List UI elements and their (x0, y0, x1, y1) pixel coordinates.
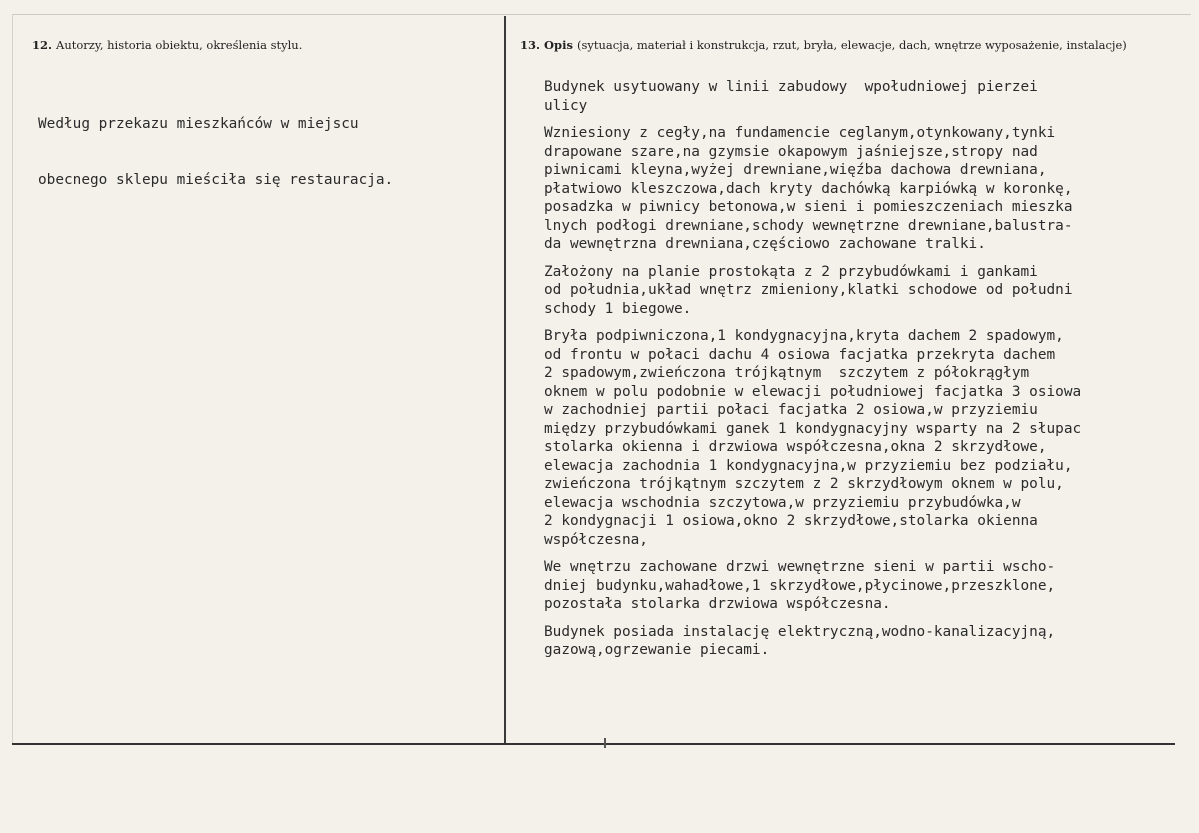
section-13-line: da wewnętrzna drewniana,częściowo zachowane tralki. (544, 236, 986, 252)
section-13-line: posadzka w piwnicy betonowa,w sieni i pomieszczeniach mieszka (544, 199, 1073, 215)
section-13-line: stolarka okienna i drzwiowa współczesna,okna 2 skrzydłowe, (544, 439, 1047, 455)
section-13-line: od południa,układ wnętrz zmieniony,klatki schodowe od południ (544, 282, 1073, 298)
section-13-number: 13. (520, 38, 541, 52)
section-13-body (544, 78, 1081, 669)
section-13-line: współczesna, (544, 531, 648, 548)
section-13-line: między przybudówkami ganek 1 kondygnacyjny wsparty na 2 słupac (544, 420, 1082, 437)
top-border (12, 14, 1191, 15)
section-13-line: Założony na planie prostokąta z 2 przybudówkami i gankami (544, 263, 1038, 280)
divider-tick-mark (604, 738, 606, 748)
section-13-line: zwieńczona trójkątnym szczytem z 2 skrzydłowym oknem w polu, (544, 476, 1064, 492)
section-13-paragraph (544, 623, 1081, 660)
section-13-line: gazową,ogrzewanie piecami. (544, 642, 770, 658)
column-divider (504, 16, 506, 744)
section-13-header (520, 38, 1127, 52)
section-13-line: pozostała stolarka drzwiowa współczesna. (544, 596, 891, 612)
section-13-line: płatwiowo kleszczowa,dach kryty dachówką karpiówką w koronkę, (544, 180, 1073, 197)
section-13-line: schody 1 biegowe. (544, 300, 692, 317)
section-13-line: elewacja zachodnia 1 kondygnacyjna,w przyziemiu bez podziału, (544, 457, 1073, 474)
section-13-paragraph (544, 78, 1081, 115)
section-13-line: elewacja wschodnia szczytowa,w przyziemiu przybudówka,w (544, 494, 1021, 511)
section-13-title-bold: Opis (544, 38, 573, 52)
section-13-line: drapowane szare,na gzymsie okapowym jaśniejsze,stropy nad (544, 143, 1038, 160)
section-12-line: Według przekazu mieszkańców w miejscu (38, 116, 359, 132)
section-13-line: od frontu w połaci dachu 4 osiowa facjatka przekryta dachem (544, 346, 1056, 363)
section-13-line: ulicy (544, 97, 588, 114)
section-13-line: Bryła podpiwniczona,1 kondygnacyjna,kryta dachem 2 spadowym, (544, 328, 1064, 344)
section-13-line: lnych podłogi drewniane,schody wewnętrzne drewniane,balustra- (544, 217, 1073, 234)
section-13-line: We wnętrzu zachowane drzwi wewnętrzne sieni w partii wscho- (544, 559, 1056, 575)
left-border (12, 14, 13, 744)
section-12-body (38, 78, 393, 226)
section-13-line: Budynek usytuowany w linii zabudowy wpołudniowej pierzei (544, 79, 1038, 95)
bottom-rule (12, 743, 1175, 745)
section-12-number: 12. (32, 38, 53, 52)
section-13-paragraph (544, 327, 1081, 549)
section-13-paragraph (544, 263, 1081, 319)
section-13-title-rest: (sytuacja, materiał i konstrukcja, rzut, bryła, elewacje, dach, wnętrze wyposażenie, instalacje) (576, 38, 1127, 52)
section-13-line: oknem w polu podobnie w elewacji południowej facjatka 3 osiowa (544, 383, 1082, 400)
section-13-line: 2 kondygnacji 1 osiowa,okno 2 skrzydłowe,stolarka okienna (544, 513, 1038, 529)
section-12-line: obecnego sklepu mieściła się restauracja. (38, 171, 394, 188)
section-12-title: Autorzy, historia obiektu, określenia stylu. (56, 38, 303, 52)
section-13-line: dniej budynku,wahadłowe,1 skrzydłowe,płycinowe,przeszklone, (544, 577, 1056, 594)
section-13-line: Wzniesiony z cegły,na fundamencie ceglanym,otynkowany,tynki (544, 125, 1056, 141)
section-13-line: Budynek posiada instalację elektryczną,wodno-kanalizacyjną, (544, 623, 1056, 640)
section-13-line: w zachodniej partii połaci facjatka 2 osiowa,w przyziemiu (544, 402, 1038, 418)
section-13-line: 2 spadowym,zwieńczona trójkątnym szczytem z półokrągłym (544, 365, 1030, 381)
section-13-paragraph (544, 124, 1081, 254)
section-13-line: piwnicami kleyna,wyżej drewniane,więźba dachowa drewniana, (544, 162, 1047, 178)
section-12-header (32, 38, 302, 52)
section-13-paragraph (544, 558, 1081, 614)
